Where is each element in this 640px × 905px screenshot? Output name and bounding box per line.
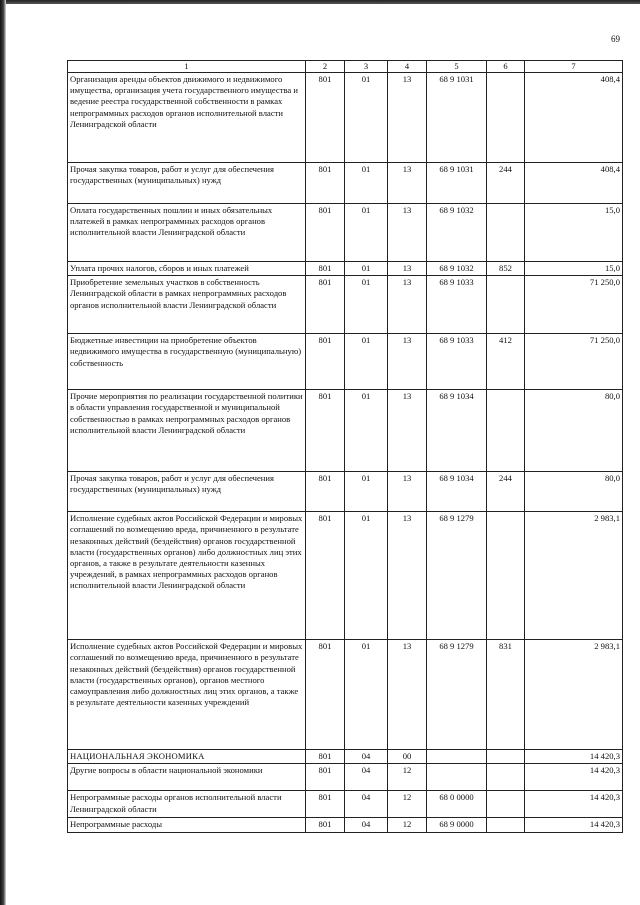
row-description: Исполнение судебных актов Российской Федерации и мировых соглашений по возмещению вреда, причиненного в результате незаконных действий (бездействия) органов государственной власти (государственных органов) либо должностных лиц этих органов, а также в результате деятельности казенных учреждений, в рамках непрограммных расходов органов исполнительной власти Ленинградской области [68, 512, 306, 640]
row-ministry-code: 801 [306, 472, 345, 512]
row-target-article: 68 0 0000 [427, 791, 487, 818]
table-row [68, 512, 623, 640]
row-ministry-code: 801 [306, 73, 345, 163]
row-section-code: 04 [345, 818, 388, 832]
row-ministry-code: 801 [306, 276, 345, 334]
row-subsection-code: 13 [388, 163, 427, 204]
row-subsection-code: 13 [388, 262, 427, 276]
table-row [68, 204, 623, 262]
header-row [68, 61, 623, 73]
row-description: Приобретение земельных участков в собственность Ленинградской области в рамках непрограммных расходов органов исполнительной власти Ленинградской области [68, 276, 306, 334]
row-target-article: 68 9 1279 [427, 512, 487, 640]
row-description: Другие вопросы в области национальной экономики [68, 764, 306, 791]
row-section-code: 01 [345, 472, 388, 512]
row-target-article [427, 764, 487, 791]
header-col-5: 5 [427, 61, 487, 73]
row-expense-type: 244 [487, 472, 525, 512]
row-expense-type: 831 [487, 640, 525, 750]
row-expense-type [487, 512, 525, 640]
row-expense-type [487, 73, 525, 163]
row-section-code: 04 [345, 764, 388, 791]
scan-edge-left [0, 0, 6, 905]
row-expense-type [487, 791, 525, 818]
row-subsection-code: 12 [388, 764, 427, 791]
row-description: Прочая закупка товаров, работ и услуг для обеспечения государственных (муниципальных) нужд [68, 472, 306, 512]
row-description: Прочие мероприятия по реализации государственной политики в области управления государственной и муниципальной собственностью в рамках непрограммных расходов органов исполнительной власти Ленинградской области [68, 390, 306, 472]
table-row [68, 334, 623, 390]
row-description: Исполнение судебных актов Российской Федерации и мировых соглашений по возмещению вреда, причиненного в результате незаконных действий (бездействия) органов государственной власти (государственных органов), органов местного самоуправления либо должностных лиц этих органов, а также в результате деятельности казенных учреждений [68, 640, 306, 750]
row-subsection-code: 13 [388, 472, 427, 512]
row-expense-type: 852 [487, 262, 525, 276]
row-amount: 15,0 [525, 262, 623, 276]
row-section-code: 01 [345, 163, 388, 204]
scan-edge-top [0, 0, 640, 4]
row-amount: 2 983,1 [525, 512, 623, 640]
table-row [68, 163, 623, 204]
row-target-article: 68 9 1032 [427, 204, 487, 262]
row-expense-type [487, 818, 525, 832]
row-expense-type: 244 [487, 163, 525, 204]
row-subsection-code: 13 [388, 512, 427, 640]
row-expense-type: 412 [487, 334, 525, 390]
row-section-code: 01 [345, 204, 388, 262]
row-target-article: 68 9 1033 [427, 276, 487, 334]
row-target-article: 68 9 1279 [427, 640, 487, 750]
row-target-article: 68 9 1033 [427, 334, 487, 390]
row-ministry-code: 801 [306, 512, 345, 640]
row-amount: 14 420,3 [525, 791, 623, 818]
row-target-article: 68 9 1031 [427, 73, 487, 163]
row-subsection-code: 12 [388, 791, 427, 818]
budget-table [67, 60, 623, 833]
row-expense-type [487, 390, 525, 472]
row-target-article: 68 9 1034 [427, 472, 487, 512]
row-section-code: 01 [345, 334, 388, 390]
row-ministry-code: 801 [306, 791, 345, 818]
row-section-code: 01 [345, 262, 388, 276]
row-description: Организация аренды объектов движимого и недвижимого имущества, организация учета государственного имущества и ведение реестра государственной собственности в рамках непрограммных расходов органов исполнительной власти Ленинградской области [68, 73, 306, 163]
row-description: Прочая закупка товаров, работ и услуг для обеспечения государственных (муниципальных) нужд [68, 163, 306, 204]
row-amount: 71 250,0 [525, 334, 623, 390]
row-description: НАЦИОНАЛЬНАЯ ЭКОНОМИКА [68, 750, 306, 764]
header-col-2: 2 [306, 61, 345, 73]
row-target-article: 68 9 1031 [427, 163, 487, 204]
row-ministry-code: 801 [306, 163, 345, 204]
row-section-code: 04 [345, 750, 388, 764]
row-amount: 14 420,3 [525, 750, 623, 764]
row-description: Бюджетные инвестиции на приобретение объектов недвижимого имущества в государственную (муниципальную) собственность [68, 334, 306, 390]
row-target-article: 68 9 0000 [427, 818, 487, 832]
table-row [68, 276, 623, 334]
row-target-article: 68 9 1032 [427, 262, 487, 276]
row-subsection-code: 12 [388, 818, 427, 832]
row-description: Оплата государственных пошлин и иных обязательных платежей в рамках непрограммных расходов органов исполнительной власти Ленинградской области [68, 204, 306, 262]
row-description: Непрограммные расходы [68, 818, 306, 832]
row-amount: 2 983,1 [525, 640, 623, 750]
row-subsection-code: 13 [388, 390, 427, 472]
header-col-3: 3 [345, 61, 388, 73]
table-row [68, 390, 623, 472]
row-expense-type [487, 764, 525, 791]
row-expense-type [487, 276, 525, 334]
row-section-code: 01 [345, 276, 388, 334]
row-subsection-code: 13 [388, 334, 427, 390]
table-row [68, 818, 623, 832]
row-description: Непрограммные расходы органов исполнительной власти Ленинградской области [68, 791, 306, 818]
table-row [68, 764, 623, 791]
row-amount: 80,0 [525, 472, 623, 512]
row-amount: 14 420,3 [525, 764, 623, 791]
table-row [68, 791, 623, 818]
row-description: Уплата прочих налогов, сборов и иных платежей [68, 262, 306, 276]
row-section-code: 01 [345, 640, 388, 750]
row-ministry-code: 801 [306, 390, 345, 472]
row-ministry-code: 801 [306, 640, 345, 750]
header-col-1: 1 [68, 61, 306, 73]
row-ministry-code: 801 [306, 818, 345, 832]
row-ministry-code: 801 [306, 764, 345, 791]
page-number: 69 [611, 34, 620, 44]
row-subsection-code: 13 [388, 204, 427, 262]
header-col-6: 6 [487, 61, 525, 73]
table-row [68, 262, 623, 276]
row-expense-type [487, 750, 525, 764]
header-col-7: 7 [525, 61, 623, 73]
header-col-4: 4 [388, 61, 427, 73]
row-subsection-code: 13 [388, 640, 427, 750]
row-amount: 408,4 [525, 73, 623, 163]
row-ministry-code: 801 [306, 262, 345, 276]
row-ministry-code: 801 [306, 334, 345, 390]
row-expense-type [487, 204, 525, 262]
row-amount: 15,0 [525, 204, 623, 262]
row-subsection-code: 00 [388, 750, 427, 764]
row-amount: 14 420,3 [525, 818, 623, 832]
row-target-article: 68 9 1034 [427, 390, 487, 472]
row-section-code: 01 [345, 73, 388, 163]
row-ministry-code: 801 [306, 750, 345, 764]
row-ministry-code: 801 [306, 204, 345, 262]
row-amount: 71 250,0 [525, 276, 623, 334]
row-section-code: 04 [345, 791, 388, 818]
table-row [68, 750, 623, 764]
row-section-code: 01 [345, 512, 388, 640]
row-target-article [427, 750, 487, 764]
table-row [68, 472, 623, 512]
row-amount: 408,4 [525, 163, 623, 204]
table-row [68, 640, 623, 750]
table-row [68, 73, 623, 163]
row-amount: 80,0 [525, 390, 623, 472]
row-subsection-code: 13 [388, 276, 427, 334]
row-section-code: 01 [345, 390, 388, 472]
row-subsection-code: 13 [388, 73, 427, 163]
